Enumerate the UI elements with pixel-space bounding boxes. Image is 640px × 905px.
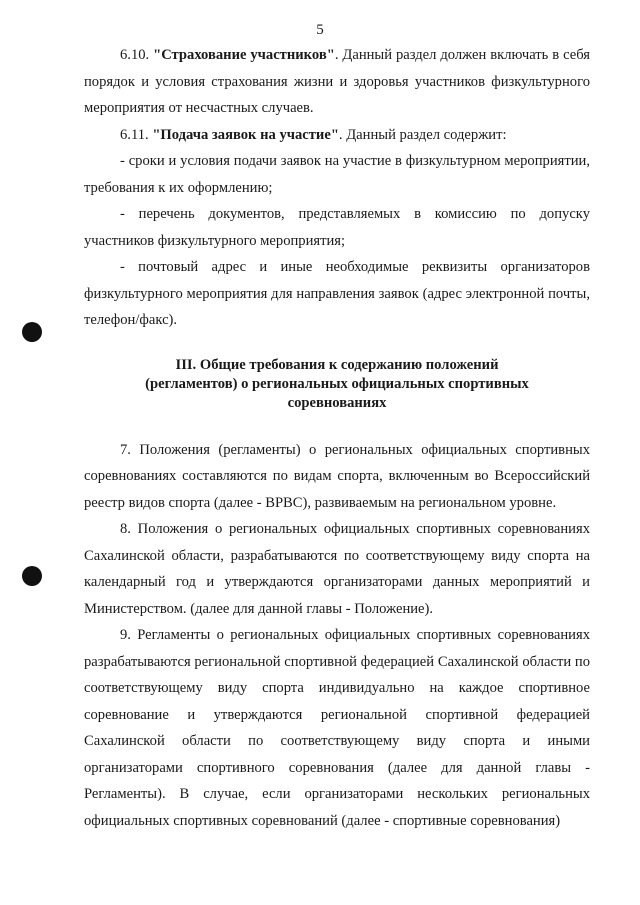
binder-hole-bottom [22,566,42,586]
document-body [84,42,590,834]
section-heading [84,356,590,413]
list-item-address: - почтовый адрес и иные необходимые реквизиты организаторов физкультурного мероприятия для направления заявок (адрес электронной почты, телефон/факс). [84,259,590,328]
binder-hole-top [22,322,42,342]
item-number-6-10: 6.10. [120,47,150,63]
item-text-6-10: . Данный раздел должен включать в себя порядок и условия страхования жизни и здоровья участников физкультурного мероприятия от несчастных случаев. [84,47,590,116]
paragraph-7: 7. Положения (регламенты) о региональных официальных спортивных соревнованиях составляются по видам спорта, включенным во Всероссийский реестр видов спорта (далее - ВРВС), развиваемым на региональном уровне. [84,441,590,511]
paragraph-6-10 [84,42,590,122]
heading-line-3: соревнованиях [287,394,387,411]
item-number-6-11: 6.11. [120,126,149,143]
list-item-deadlines: - сроки и условия подачи заявок на участие в физкультурном мероприятии, требования к их оформлению; [84,153,590,196]
heading-line-2: (регламентов) о региональных официальных спортивных [145,375,529,392]
item-title-6-11: "Подача заявок на участие" [152,126,339,143]
paragraph-9: 9. Регламенты о региональных официальных спортивных соревнованиях разрабатываются региональной спортивной федерацией Сахалинской области по соответствующему виду спорта индивидуально на каждое спортивное соревнование и утверждаются региональной спортивной федерацией Сахалинской области по соответствующему виду спорта и иными организаторами спортивного соревнования (далее для данной главы - Регламенты). В случае, если организаторами нескольких региональных официальных спортивных соревнований (далее - спортивные соревнования) [84,627,590,829]
page-number: 5 [316,22,324,38]
heading-line-1: III. Общие требования к содержанию положений [175,356,499,373]
item-text-6-11: . Данный раздел содержит: [338,126,507,143]
paragraph-6-11 [84,122,590,149]
list-item-documents: - перечень документов, представляемых в комиссию по допуску участников физкультурного мероприятия; [84,206,590,249]
item-title-6-10: "Страхование участников" [153,47,335,63]
paragraph-8: 8. Положения о региональных официальных спортивных соревнованиях Сахалинской области, разрабатываются по соответствующему виду спорта на календарный год и утверждаются организаторами данных мероприятий и Министерством. (далее для данной главы - Положение). [84,521,590,617]
